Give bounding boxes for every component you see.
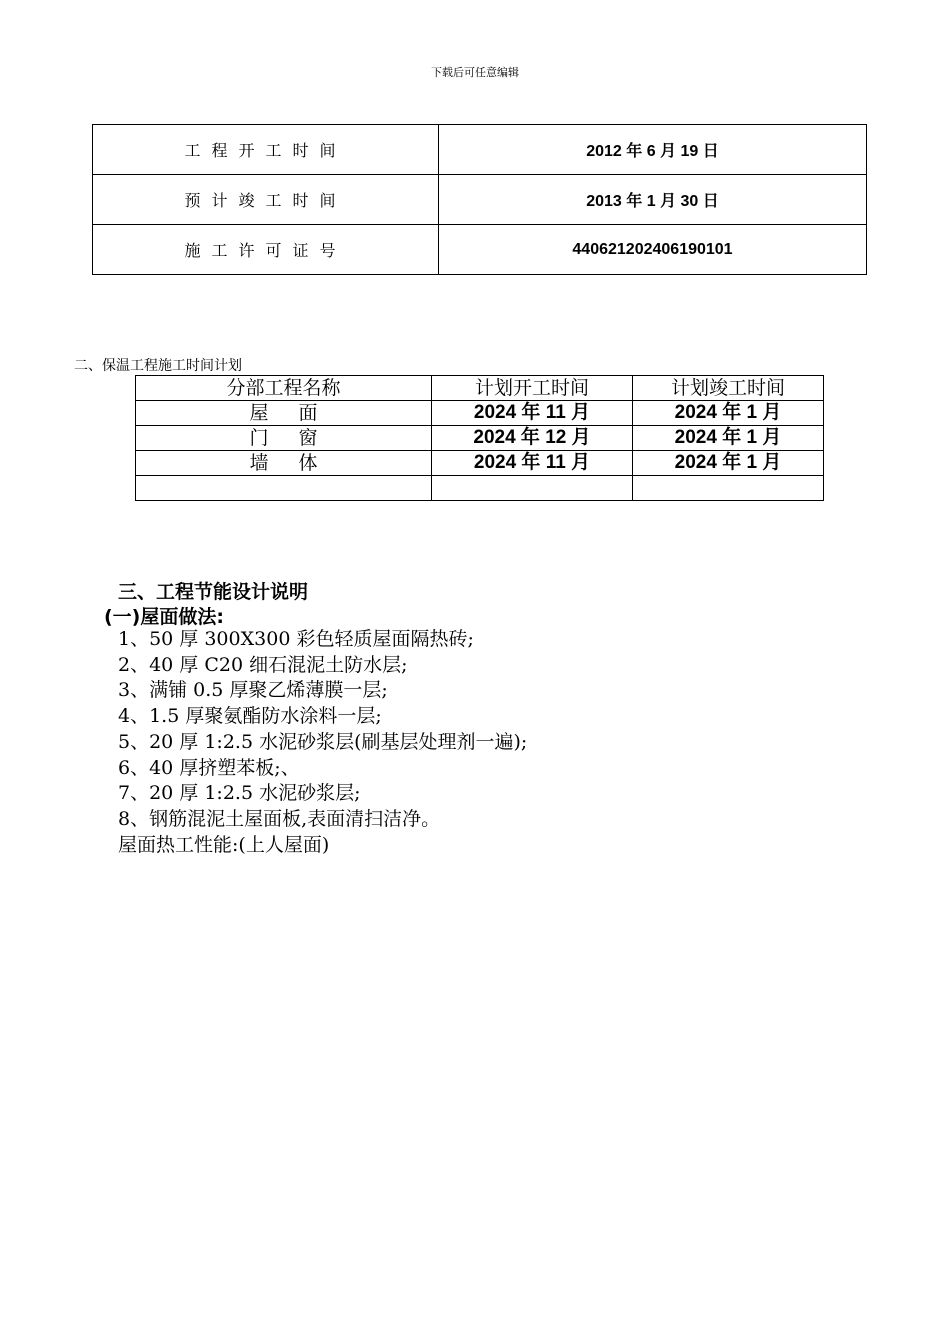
header-planned-start: 计划开工时间: [432, 376, 633, 401]
header-note: 下载后可任意编辑: [431, 66, 519, 79]
table-row: [136, 426, 824, 451]
roof-method-list: [118, 627, 527, 858]
section-2-title: 二、保温工程施工时间计划: [74, 358, 242, 374]
cell-part: [136, 451, 432, 476]
list-item: 2、40 厚 C20 细石混泥土防水层;: [118, 653, 408, 676]
value-start-time: 2012 年 6 月 19 日: [439, 125, 867, 175]
list-item: 6、40 厚挤塑苯板;、: [118, 756, 300, 779]
value-permit-number: 440621202406190101: [439, 225, 867, 275]
label-permit-number: 施工许可证号: [93, 225, 439, 275]
table-row-empty: [136, 476, 824, 501]
table-row: [136, 401, 824, 426]
part-char: 墙: [249, 452, 269, 474]
header-planned-end: 计划竣工时间: [633, 376, 824, 401]
header-part-name: 分部工程名称: [136, 376, 432, 401]
table-row: [93, 225, 867, 275]
part-char: 面: [298, 402, 318, 424]
cell-end: 2024 年 1 月: [633, 426, 824, 451]
roof-method-subtitle: (一)屋面做法:: [104, 606, 224, 628]
list-item: 4、1.5 厚聚氨酯防水涂料一层;: [118, 705, 382, 728]
list-item: 7、20 厚 1:2.5 水泥砂浆层;: [118, 782, 361, 805]
list-item: 5、20 厚 1:2.5 水泥砂浆层(刷基层处理剂一遍);: [118, 730, 528, 753]
value-completion-time: 2013 年 1 月 30 日: [439, 175, 867, 225]
cell-start: 2024 年 11 月: [432, 451, 633, 476]
project-info-table: [92, 124, 867, 275]
cell-empty: [432, 476, 633, 501]
insulation-schedule-table: [135, 375, 824, 501]
cell-start: 2024 年 11 月: [432, 401, 633, 426]
table-row: [93, 125, 867, 175]
list-item: 1、50 厚 300X300 彩色轻质屋面隔热砖;: [118, 628, 474, 650]
section-3-title: 三、工程节能设计说明: [118, 581, 309, 603]
list-item: 屋面热工性能:(上人屋面): [118, 833, 330, 856]
cell-part: [136, 426, 432, 451]
label-start-time: 工程开工时间: [93, 125, 439, 175]
table-row: [93, 175, 867, 225]
list-item: 8、钢筋混泥土屋面板,表面清扫洁净。: [118, 807, 441, 830]
list-item: 3、满铺 0.5 厚聚乙烯薄膜一层;: [118, 679, 388, 702]
cell-end: 2024 年 1 月: [633, 451, 824, 476]
part-char: 屋: [249, 402, 269, 424]
cell-end: 2024 年 1 月: [633, 401, 824, 426]
table-header-row: [136, 376, 824, 401]
cell-part: [136, 401, 432, 426]
table-row: [136, 451, 824, 476]
part-char: 体: [298, 452, 318, 474]
cell-empty: [136, 476, 432, 501]
cell-empty: [633, 476, 824, 501]
part-char: 门: [249, 427, 269, 449]
label-completion-time: 预计竣工时间: [93, 175, 439, 225]
cell-start: 2024 年 12 月: [432, 426, 633, 451]
part-char: 窗: [298, 427, 318, 449]
